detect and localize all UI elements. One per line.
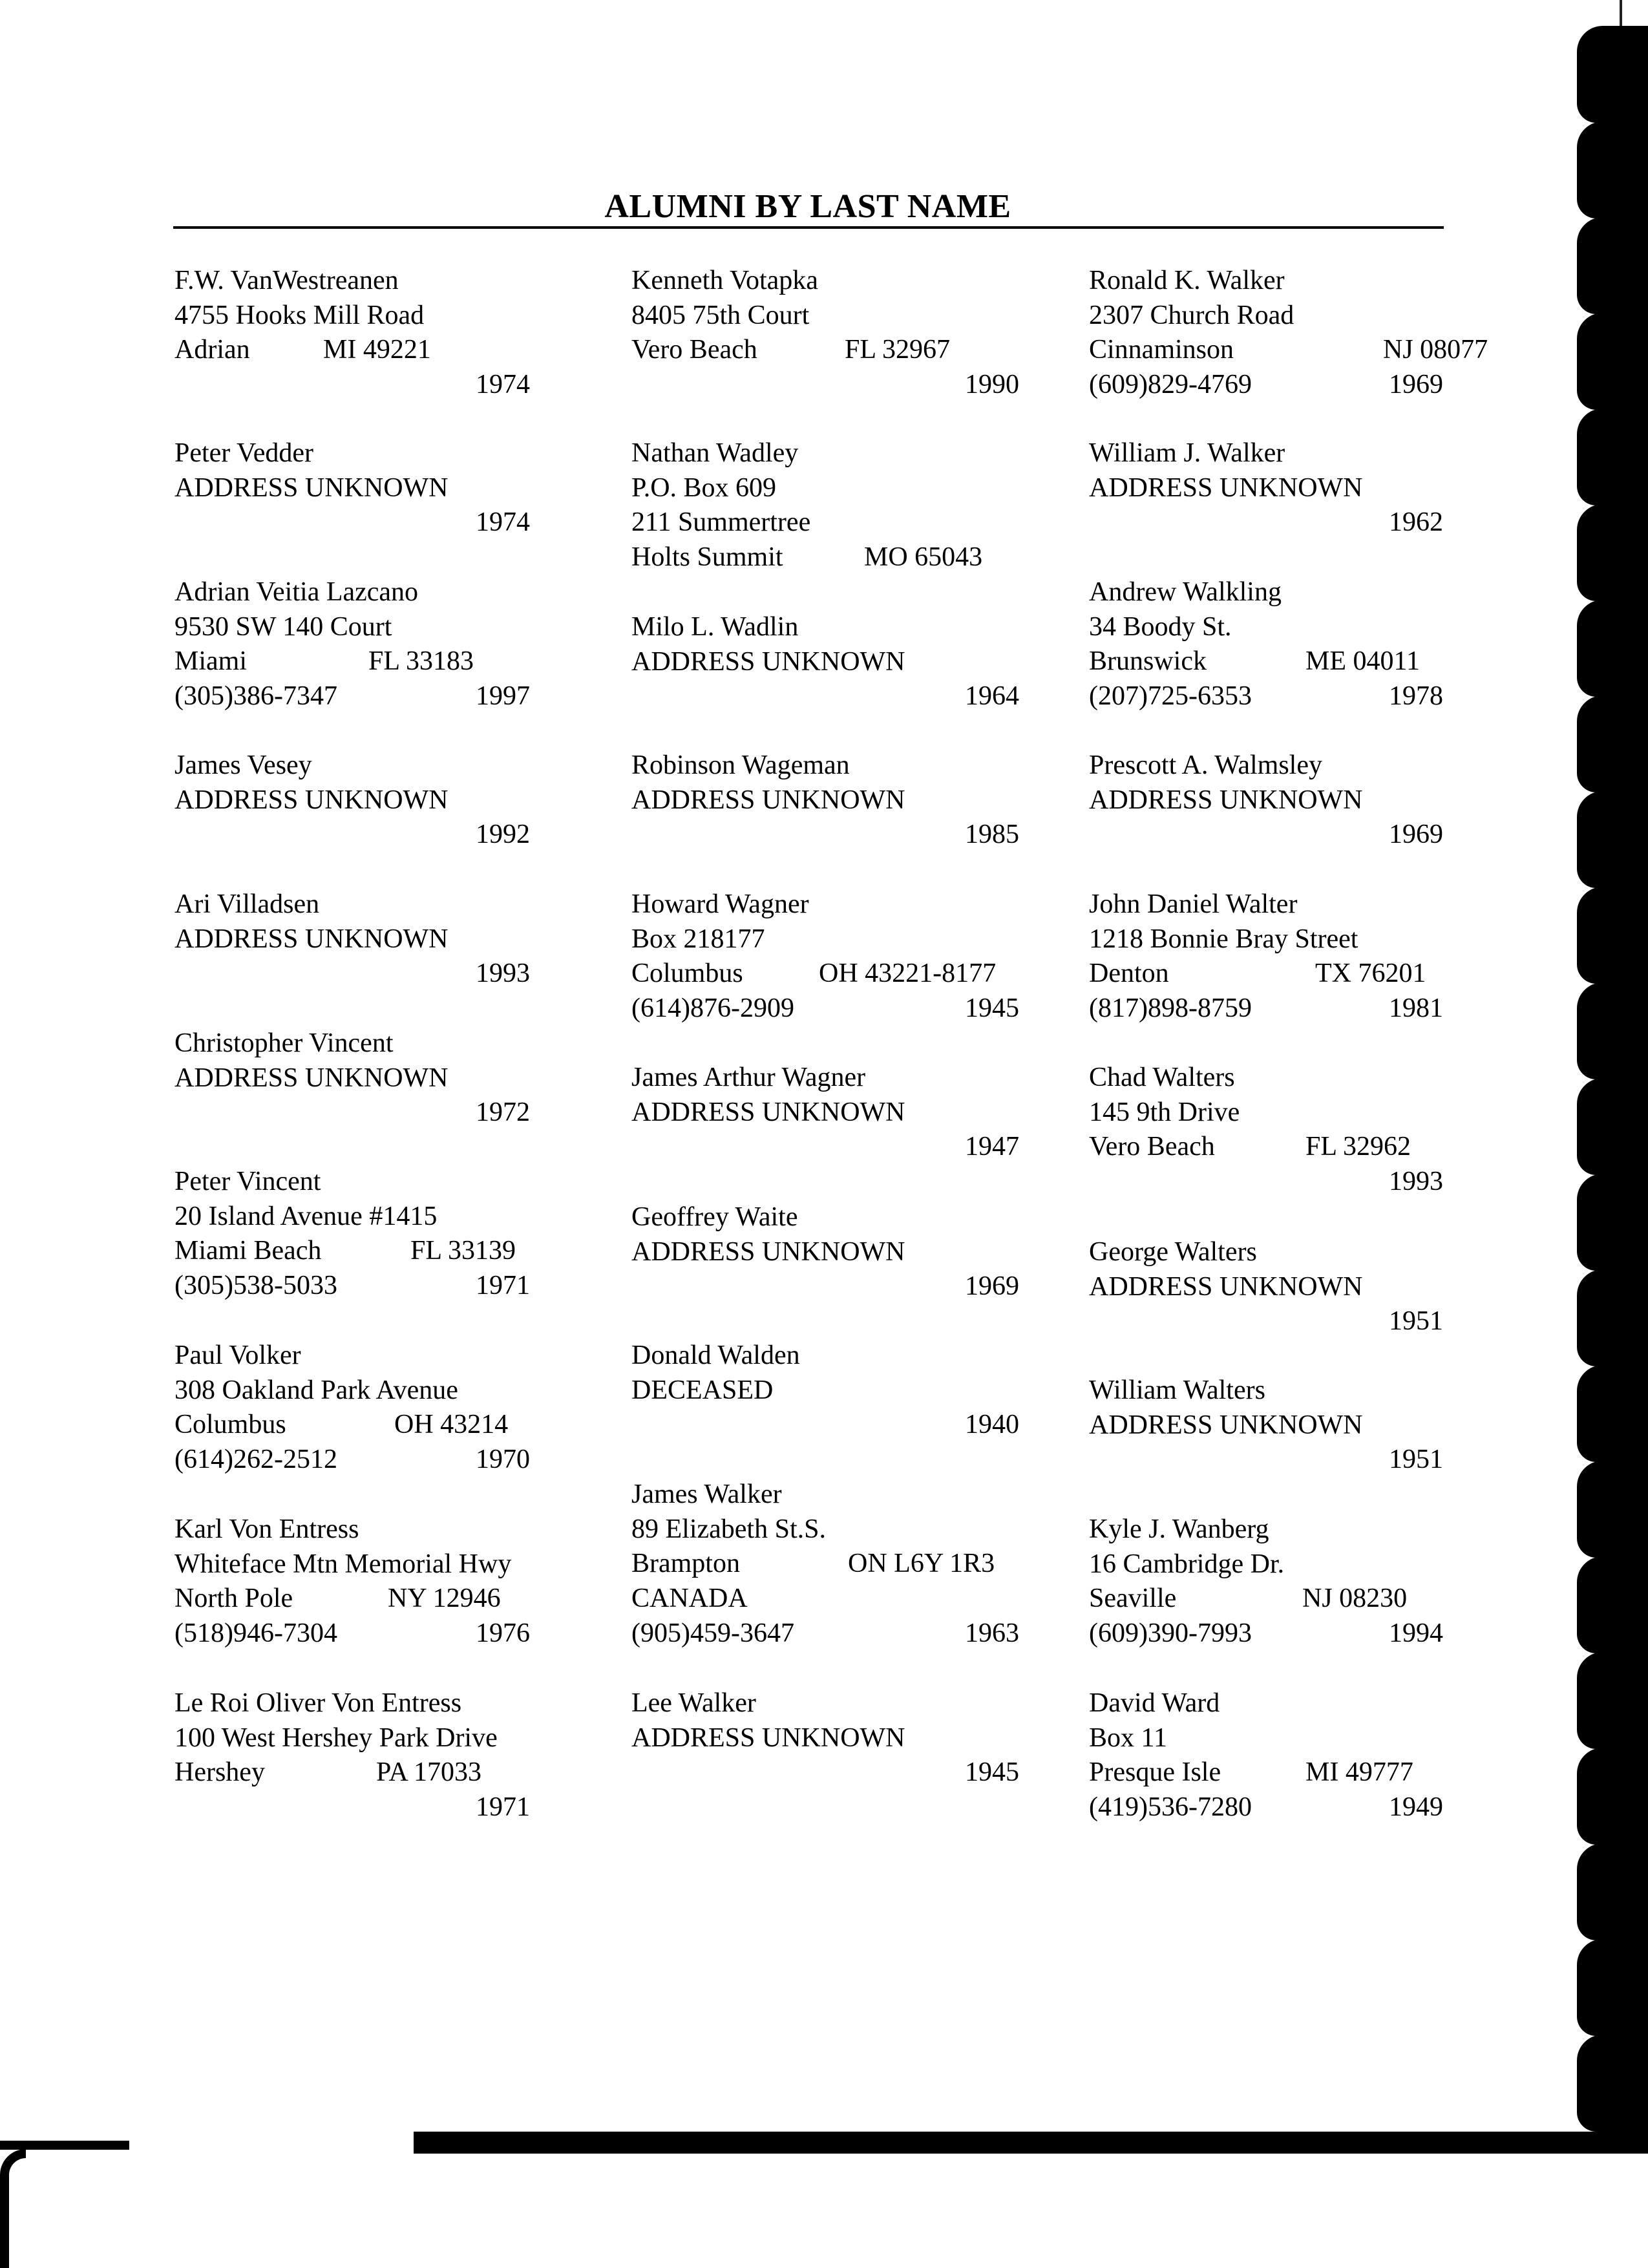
alumni-year: 1969	[965, 1271, 1019, 1302]
alumni-phone-year	[631, 991, 1019, 1026]
binding-ring	[1577, 1748, 1648, 1845]
alumni-entry	[174, 887, 530, 991]
alumni-city: Adrian	[174, 335, 250, 365]
binding-ring	[1577, 504, 1648, 601]
title-divider	[173, 226, 1444, 229]
alumni-address-line: ADDRESS UNKNOWN	[174, 924, 449, 954]
alumni-phone: (614)876-2909	[631, 993, 794, 1024]
alumni-entry	[174, 1512, 530, 1651]
alumni-state-zip: FL 33183	[368, 646, 474, 677]
alumni-entry	[174, 748, 530, 853]
alumni-address-line: ADDRESS UNKNOWN	[1089, 785, 1363, 815]
alumni-address-line: ADDRESS UNKNOWN	[1089, 1271, 1363, 1302]
alumni-year: 1971	[476, 1271, 530, 1301]
alumni-address-line: ADDRESS UNKNOWN	[631, 1236, 905, 1267]
alumni-state-zip: MI 49221	[323, 335, 431, 365]
alumni-location	[174, 1755, 530, 1790]
alumni-address-line: 100 West Hershey Park Drive	[174, 1722, 498, 1753]
alumni-phone-year	[1089, 1616, 1443, 1651]
alumni-entry	[1089, 1373, 1443, 1478]
alumni-year: 1994	[1389, 1618, 1443, 1649]
alumni-address-line: 9530 SW 140 Court	[174, 611, 392, 642]
alumni-year: 1993	[476, 959, 530, 989]
alumni-name: Robinson Wageman	[631, 750, 850, 780]
alumni-year: 1945	[965, 1757, 1019, 1788]
alumni-entry	[174, 1026, 530, 1130]
alumni-address-line: ADDRESS UNKNOWN	[631, 1722, 905, 1753]
alumni-location	[631, 540, 1019, 575]
alumni-year: 1945	[965, 993, 1019, 1024]
alumni-year: 1964	[965, 681, 1019, 712]
alumni-address-line: 16 Cambridge Dr.	[1089, 1549, 1285, 1579]
alumni-address-line: DECEASED	[631, 1375, 774, 1405]
alumni-year: 1985	[965, 820, 1019, 850]
alumni-address-line: ADDRESS UNKNOWN	[174, 472, 449, 503]
alumni-entry	[631, 436, 1019, 575]
alumni-city: Cinnaminson	[1089, 335, 1234, 365]
alumni-phone-year	[174, 1269, 530, 1304]
alumni-phone-year	[174, 1096, 530, 1130]
alumni-phone-year	[174, 505, 530, 540]
binding-ring	[1577, 122, 1648, 218]
binding-ring	[1577, 26, 1648, 123]
binding-ring	[1577, 2035, 1648, 2132]
alumni-address-line: P.O. Box 609	[631, 472, 777, 503]
alumni-location	[174, 1234, 530, 1269]
alumni-name: Christopher Vincent	[174, 1028, 394, 1058]
alumni-city: Presque Isle	[1089, 1757, 1221, 1788]
alumni-entry	[1089, 436, 1443, 540]
alumni-phone: (207)725-6353	[1089, 681, 1252, 712]
alumni-phone-year	[631, 818, 1019, 853]
alumni-year: 1974	[476, 370, 530, 400]
alumni-address-line: ADDRESS UNKNOWN	[631, 785, 905, 815]
alumni-city: Denton	[1089, 959, 1169, 989]
alumni-phone-year	[174, 1443, 530, 1478]
alumni-name: Peter Vincent	[174, 1167, 321, 1196]
alumni-phone: (609)390-7993	[1089, 1618, 1252, 1649]
alumni-address-line: 4755 Hooks Mill Road	[174, 300, 425, 330]
alumni-city: Hershey	[174, 1757, 265, 1788]
alumni-state-zip: TX 76201	[1315, 959, 1426, 989]
scan-corner-curve	[0, 2149, 26, 2268]
alumni-location	[174, 1408, 530, 1443]
alumni-year: 1997	[476, 681, 530, 712]
alumni-phone-year	[174, 1616, 530, 1651]
alumni-year: 1990	[965, 370, 1019, 400]
alumni-year: 1976	[476, 1618, 530, 1649]
alumni-phone: (905)459-3647	[631, 1618, 794, 1648]
alumni-name: Karl Von Entress	[174, 1514, 359, 1544]
alumni-phone-year	[1089, 1790, 1443, 1825]
alumni-phone: (614)262-2512	[174, 1445, 337, 1475]
alumni-name: Milo L. Wadlin	[631, 612, 799, 642]
alumni-entry	[631, 1061, 1019, 1165]
alumni-address-line: 211 Summertree	[631, 507, 811, 538]
alumni-year: 1969	[1389, 820, 1443, 850]
alumni-state-zip: OH 43221-8177	[819, 959, 997, 989]
alumni-address-line: 20 Island Avenue #1415	[174, 1201, 438, 1231]
alumni-phone-year	[174, 1790, 530, 1825]
binding-ring	[1577, 982, 1648, 1079]
alumni-address-line: 2307 Church Road	[1089, 300, 1294, 330]
alumni-state-zip: OH 43214	[394, 1410, 509, 1440]
alumni-entry	[1089, 1686, 1443, 1825]
alumni-name: James Walker	[631, 1479, 782, 1509]
alumni-phone-year	[1089, 991, 1443, 1026]
alumni-address-line: 34 Boody St.	[1089, 611, 1232, 642]
alumni-state-zip: MO 65043	[864, 542, 983, 573]
alumni-phone-year	[631, 1269, 1019, 1304]
alumni-year: 1992	[476, 820, 530, 850]
alumni-entry	[174, 1165, 530, 1304]
binding-ring	[1577, 1078, 1648, 1175]
alumni-year: 1969	[1389, 370, 1443, 400]
alumni-phone-year	[1089, 818, 1443, 853]
alumni-entry	[1089, 575, 1443, 714]
alumni-name: Geoffrey Waite	[631, 1202, 798, 1232]
alumni-name: Nathan Wadley	[631, 438, 799, 468]
alumni-entry	[1089, 887, 1443, 1026]
alumni-entry	[174, 1339, 530, 1478]
alumni-phone-year	[631, 679, 1019, 714]
alumni-phone-year	[1089, 505, 1443, 540]
binding-ring	[1577, 695, 1648, 792]
alumni-address-line: ADDRESS UNKNOWN	[1089, 1410, 1363, 1440]
alumni-phone-year	[1089, 1443, 1443, 1478]
alumni-name: Ari Villadsen	[174, 889, 320, 919]
alumni-state-zip: NJ 08230	[1302, 1584, 1408, 1614]
alumni-entry	[1089, 1235, 1443, 1339]
alumni-location	[631, 957, 1019, 991]
alumni-entry	[1089, 1061, 1443, 1200]
alumni-name: Andrew Walkling	[1089, 577, 1282, 607]
alumni-location	[1089, 1130, 1443, 1165]
binding-ring	[1577, 600, 1648, 697]
alumni-city: Brunswick	[1089, 646, 1207, 677]
alumni-name: Adrian Veitia Lazcano	[174, 577, 419, 607]
alumni-address-line: ADDRESS UNKNOWN	[174, 785, 449, 815]
alumni-phone-year	[631, 1130, 1019, 1165]
alumni-entry	[174, 264, 530, 403]
alumni-entry	[631, 1478, 1019, 1651]
alumni-city: Brampton	[631, 1549, 740, 1579]
alumni-phone: (419)536-7280	[1089, 1792, 1252, 1823]
alumni-phone-year	[174, 818, 530, 853]
alumni-phone-year	[174, 957, 530, 991]
alumni-address-line: 89 Elizabeth St.S.	[631, 1514, 826, 1544]
alumni-entry	[174, 575, 530, 714]
spiral-binding	[1570, 0, 1648, 2152]
alumni-city: Miami	[174, 646, 247, 677]
alumni-country: CANADA	[631, 1584, 748, 1614]
alumni-name: Peter Vedder	[174, 438, 313, 468]
alumni-year: 1949	[1389, 1792, 1443, 1823]
scan-edge-bottom	[414, 2132, 1648, 2154]
alumni-name: F.W. VanWestreanen	[174, 266, 399, 295]
alumni-city: Seaville	[1089, 1584, 1177, 1614]
alumni-year: 1962	[1389, 507, 1443, 538]
alumni-address-line: 8405 75th Court	[631, 300, 810, 330]
alumni-entry	[1089, 748, 1443, 853]
alumni-year: 1940	[965, 1410, 1019, 1440]
binding-ring	[1577, 1461, 1648, 1558]
alumni-location	[631, 1547, 1019, 1582]
alumni-address-line: ADDRESS UNKNOWN	[174, 1063, 449, 1093]
alumni-year: 1993	[1389, 1167, 1443, 1197]
alumni-name: Ronald K. Walker	[1089, 266, 1285, 295]
alumni-name: Donald Walden	[631, 1341, 800, 1370]
alumni-state-zip: NY 12946	[388, 1584, 501, 1614]
alumni-address-line: ADDRESS UNKNOWN	[631, 1097, 905, 1127]
alumni-phone: (817)898-8759	[1089, 993, 1252, 1024]
alumni-entry	[174, 436, 530, 540]
alumni-year: 1981	[1389, 993, 1443, 1024]
page-title: ALUMNI BY LAST NAME	[604, 188, 1011, 225]
alumni-name: Lee Walker	[631, 1688, 756, 1718]
binding-ring	[1577, 1269, 1648, 1366]
alumni-name: William J. Walker	[1089, 438, 1285, 468]
alumni-phone: (305)386-7347	[174, 681, 337, 712]
alumni-year: 1951	[1389, 1306, 1443, 1337]
alumni-entry	[631, 887, 1019, 1026]
alumni-entry	[1089, 264, 1488, 403]
alumni-location	[631, 333, 1019, 368]
scan-edge-bottom-left	[0, 2141, 129, 2150]
binding-ring	[1577, 1365, 1648, 1462]
alumni-year: 1971	[476, 1792, 530, 1823]
alumni-phone: (305)538-5033	[174, 1271, 337, 1301]
alumni-phone-year	[1089, 679, 1443, 714]
alumni-entry	[631, 1686, 1019, 1790]
alumni-city: Miami Beach	[174, 1236, 322, 1266]
alumni-name: Chad Walters	[1089, 1063, 1235, 1092]
alumni-city: North Pole	[174, 1584, 293, 1614]
alumni-name: William Walters	[1089, 1375, 1265, 1405]
alumni-name: James Arthur Wagner	[631, 1063, 866, 1092]
alumni-city: Vero Beach	[631, 335, 757, 365]
alumni-year: 1974	[476, 507, 530, 538]
alumni-location	[174, 644, 530, 679]
binding-ring	[1577, 1652, 1648, 1749]
alumni-entry	[631, 1339, 1019, 1443]
alumni-address-line: 145 9th Drive	[1089, 1097, 1240, 1127]
alumni-entry	[174, 1686, 530, 1825]
alumni-state-zip: FL 33139	[410, 1236, 516, 1266]
alumni-address-line: 1218 Bonnie Bray Street	[1089, 924, 1358, 954]
alumni-phone-year	[631, 1408, 1019, 1443]
alumni-entry	[631, 264, 1019, 403]
alumni-location	[1089, 1582, 1443, 1616]
alumni-location	[1089, 333, 1488, 368]
alumni-city: Columbus	[174, 1410, 286, 1440]
alumni-address-line: Box 218177	[631, 924, 765, 954]
alumni-phone-year	[1089, 1304, 1443, 1339]
alumni-state-zip: FL 32962	[1305, 1132, 1411, 1162]
alumni-name: Kyle J. Wanberg	[1089, 1514, 1269, 1544]
alumni-entry	[631, 610, 1019, 714]
alumni-phone-year	[174, 679, 530, 714]
alumni-name: George Walters	[1089, 1237, 1257, 1267]
alumni-name: Paul Volker	[174, 1341, 301, 1370]
alumni-address-line: ADDRESS UNKNOWN	[1089, 472, 1363, 503]
alumni-year: 1947	[965, 1132, 1019, 1162]
alumni-phone-year	[174, 368, 530, 403]
binding-ring	[1577, 408, 1648, 505]
alumni-name: Le Roi Oliver Von Entress	[174, 1688, 462, 1718]
alumni-year: 1963	[965, 1618, 1019, 1648]
alumni-year: 1970	[476, 1445, 530, 1475]
binding-ring	[1577, 217, 1648, 314]
alumni-name: Prescott A. Walmsley	[1089, 750, 1322, 780]
alumni-state-zip: PA 17033	[376, 1757, 482, 1788]
alumni-address-line: 308 Oakland Park Avenue	[174, 1375, 458, 1405]
alumni-phone: (518)946-7304	[174, 1618, 337, 1649]
alumni-entry	[631, 1200, 1019, 1304]
alumni-city: Holts Summit	[631, 542, 783, 573]
alumni-phone-year	[631, 1616, 1019, 1651]
binding-ring	[1577, 791, 1648, 888]
alumni-entry	[631, 748, 1019, 853]
alumni-location	[1089, 644, 1443, 679]
alumni-name: David Ward	[1089, 1688, 1220, 1718]
binding-ring	[1577, 1556, 1648, 1653]
alumni-state-zip: NJ 08077	[1383, 335, 1488, 365]
alumni-location	[1089, 1755, 1443, 1790]
alumni-phone-year	[1089, 1165, 1443, 1200]
alumni-state-zip: ME 04011	[1305, 646, 1420, 677]
alumni-entry	[1089, 1512, 1443, 1651]
alumni-city: Vero Beach	[1089, 1132, 1215, 1162]
binding-ring	[1577, 313, 1648, 410]
alumni-state-zip: FL 32967	[845, 335, 950, 365]
alumni-name: Howard Wagner	[631, 889, 809, 919]
alumni-year: 1951	[1389, 1445, 1443, 1475]
binding-ring	[1577, 1939, 1648, 2036]
alumni-name: James Vesey	[174, 750, 312, 780]
alumni-state-zip: MI 49777	[1305, 1757, 1413, 1788]
alumni-phone: (609)829-4769	[1089, 370, 1252, 400]
alumni-phone-year	[1089, 368, 1443, 403]
alumni-location	[174, 1582, 530, 1616]
alumni-phone-year	[631, 368, 1019, 403]
alumni-address-line: ADDRESS UNKNOWN	[631, 646, 905, 677]
alumni-name: John Daniel Walter	[1089, 889, 1298, 919]
alumni-name: Kenneth Votapka	[631, 266, 818, 295]
binding-ring	[1577, 1174, 1648, 1271]
binding-ring	[1577, 1843, 1648, 1940]
alumni-phone-year	[631, 1755, 1019, 1790]
binding-ring	[1577, 887, 1648, 984]
alumni-location	[174, 333, 530, 368]
alumni-state-zip: ON L6Y 1R3	[848, 1549, 995, 1579]
alumni-address-line: Whiteface Mtn Memorial Hwy	[174, 1549, 512, 1579]
alumni-year: 1972	[476, 1097, 530, 1128]
alumni-city: Columbus	[631, 959, 743, 989]
alumni-address-line: Box 11	[1089, 1722, 1167, 1753]
alumni-year: 1978	[1389, 681, 1443, 712]
alumni-location	[1089, 957, 1443, 991]
